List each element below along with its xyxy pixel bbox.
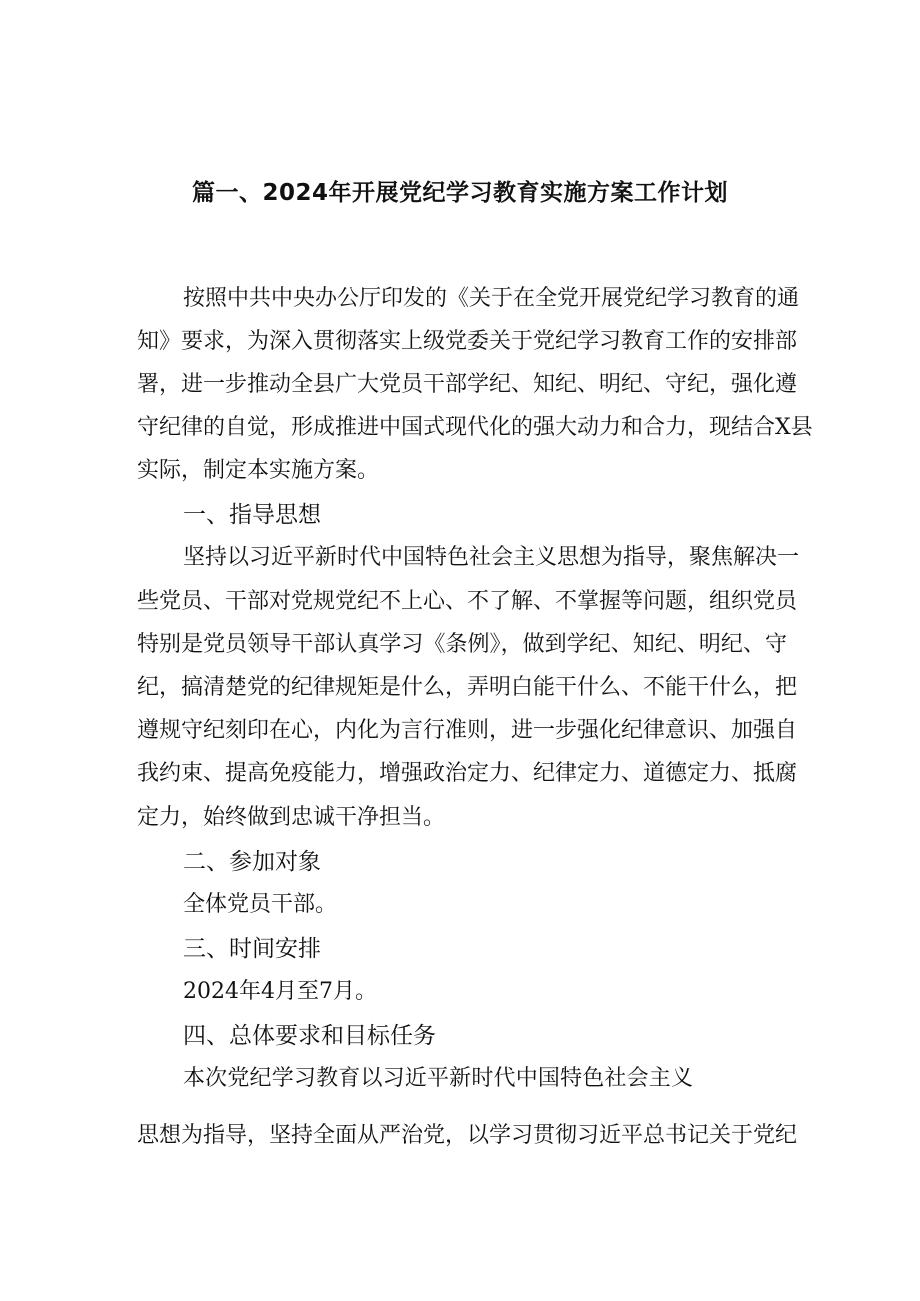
section1-line: 坚持以习近平新时代中国特色社会主义思想为指导，聚焦解决一 [183,545,800,570]
section1-line: 遵规守纪刻印在心，内化为言行准则，进一步强化纪律意识、加强自 [137,718,798,743]
section-heading-schedule: 三、时间安排 [183,936,321,962]
section-heading-guiding-ideology: 一、指导思想 [183,502,321,528]
intro-line: 按照中共中央办公厅印发的《关于在全党开展党纪学习教育的通 [183,286,800,311]
section4-line: 思想为指导，坚持全面从严治党，以学习贯彻习近平总书记关于党纪 [137,1123,798,1148]
section-heading-participants: 二、参加对象 [183,849,321,875]
schedule-text: 2024年4月至7月。 [183,979,377,1004]
section1-line: 我约束、提高免疫能力，增强政治定力、纪律定力、道德定力、抵腐 [137,761,798,786]
section1-line: 定力，始终做到忠诚干净担当。 [137,805,446,830]
section4-line: 本次党纪学习教育以习近平新时代中国特色社会主义 [183,1066,693,1091]
section1-line: 纪，搞清楚党的纪律规矩是什么，弄明白能干什么、不能干什么，把 [137,675,798,700]
section1-line: 些党员、干部对党规党纪不上心、不了解、不掌握等问题，组织党员 [137,589,798,614]
section1-line: 特别是党员领导干部认真学习《条例》，做到学纪、知纪、明纪、守 [137,632,787,657]
intro-line: 知》要求，为深入贯彻落实上级党委关于党纪学习教育工作的安排部 [137,329,798,354]
section-heading-requirements: 四、总体要求和目标任务 [183,1023,436,1049]
intro-line: 守纪律的自觉，形成推进中国式现代化的强大动力和合力，现结合X县 [137,415,813,440]
intro-line: 实际，制定本实施方案。 [137,458,380,483]
intro-line: 署，进一步推动全县广大党员干部学纪、知纪、明纪、守纪，强化遵 [137,372,798,397]
participants-text: 全体党员干部。 [183,892,338,917]
document-title: 篇一、2024年开展党纪学习教育实施方案工作计划 [191,180,728,206]
